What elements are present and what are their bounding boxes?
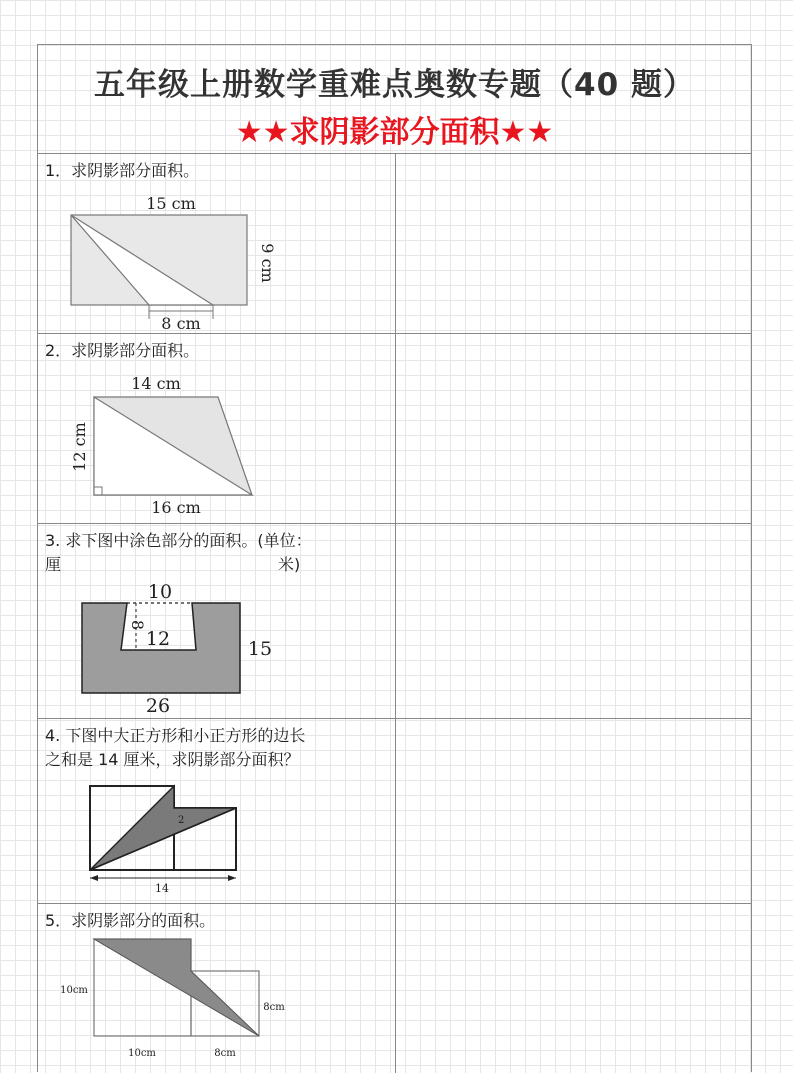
q3-label-top: 10 <box>147 581 173 603</box>
q3-label-bottom: 26 <box>145 695 171 717</box>
question-1 <box>38 153 751 334</box>
q2-label-top: 14 cm <box>131 374 181 393</box>
q1-label-right: 9 cm <box>258 243 277 283</box>
header <box>38 45 751 154</box>
question-5-text: 5．求阴影部分的面积。 <box>45 911 216 930</box>
question-4-line-2: 之和是 14 厘米，求阴影部分面积？ <box>45 750 300 769</box>
q2-label-bottom: 16 cm <box>151 498 201 517</box>
question-2 <box>38 333 751 524</box>
question-4 <box>38 718 751 904</box>
q5-shaded-region <box>94 939 259 1036</box>
question-3 <box>38 523 751 719</box>
question-5-figure <box>48 931 308 1071</box>
question-3-line-2b: 米) <box>278 555 301 574</box>
page-subtitle: ★★求阴影部分面积★★ <box>235 115 554 150</box>
q4-arrow-right <box>228 875 236 881</box>
q1-label-top: 15 cm <box>146 194 196 213</box>
question-2-text: 2．求阴影部分面积。 <box>45 341 200 360</box>
q5-label-right: 8cm <box>263 1002 285 1013</box>
q4-label-bottom: 14 <box>155 882 169 895</box>
question-2-figure <box>68 367 268 517</box>
worksheet <box>37 44 752 1072</box>
q1-label-bottom: 8 cm <box>161 314 201 331</box>
question-3-line-2 <box>45 553 390 577</box>
question-5 <box>38 903 751 1073</box>
q5-label-bottom-right: 8cm <box>214 1048 236 1059</box>
question-3-figure <box>76 579 276 719</box>
q4-arrow-left <box>90 875 98 881</box>
question-1-text: 1．求阴影部分面积。 <box>45 161 200 180</box>
question-4-text <box>45 724 390 772</box>
page-title: 五年级上册数学重难点奥数专题（40 题） <box>94 67 695 103</box>
question-3-line-2a: 厘 <box>45 555 62 574</box>
q3-label-depth: 8 <box>128 619 147 631</box>
question-4-figure <box>78 778 298 898</box>
q3-label-inner: 12 <box>145 628 171 650</box>
q5-label-left: 10cm <box>60 985 88 996</box>
q5-label-bottom-left: 10cm <box>128 1048 156 1059</box>
question-3-line-1: 3. 求下图中涂色部分的面积。(单位： <box>45 531 312 550</box>
question-4-line-1: 4. 下图中大正方形和小正方形的边长 <box>45 726 306 745</box>
question-1-figure <box>63 191 283 331</box>
q3-label-right: 15 <box>247 638 273 660</box>
q4-shaded-region <box>90 786 236 870</box>
q2-label-left: 12 cm <box>70 422 89 472</box>
q4-label-small: 2 <box>178 815 185 826</box>
question-3-text <box>45 529 390 577</box>
